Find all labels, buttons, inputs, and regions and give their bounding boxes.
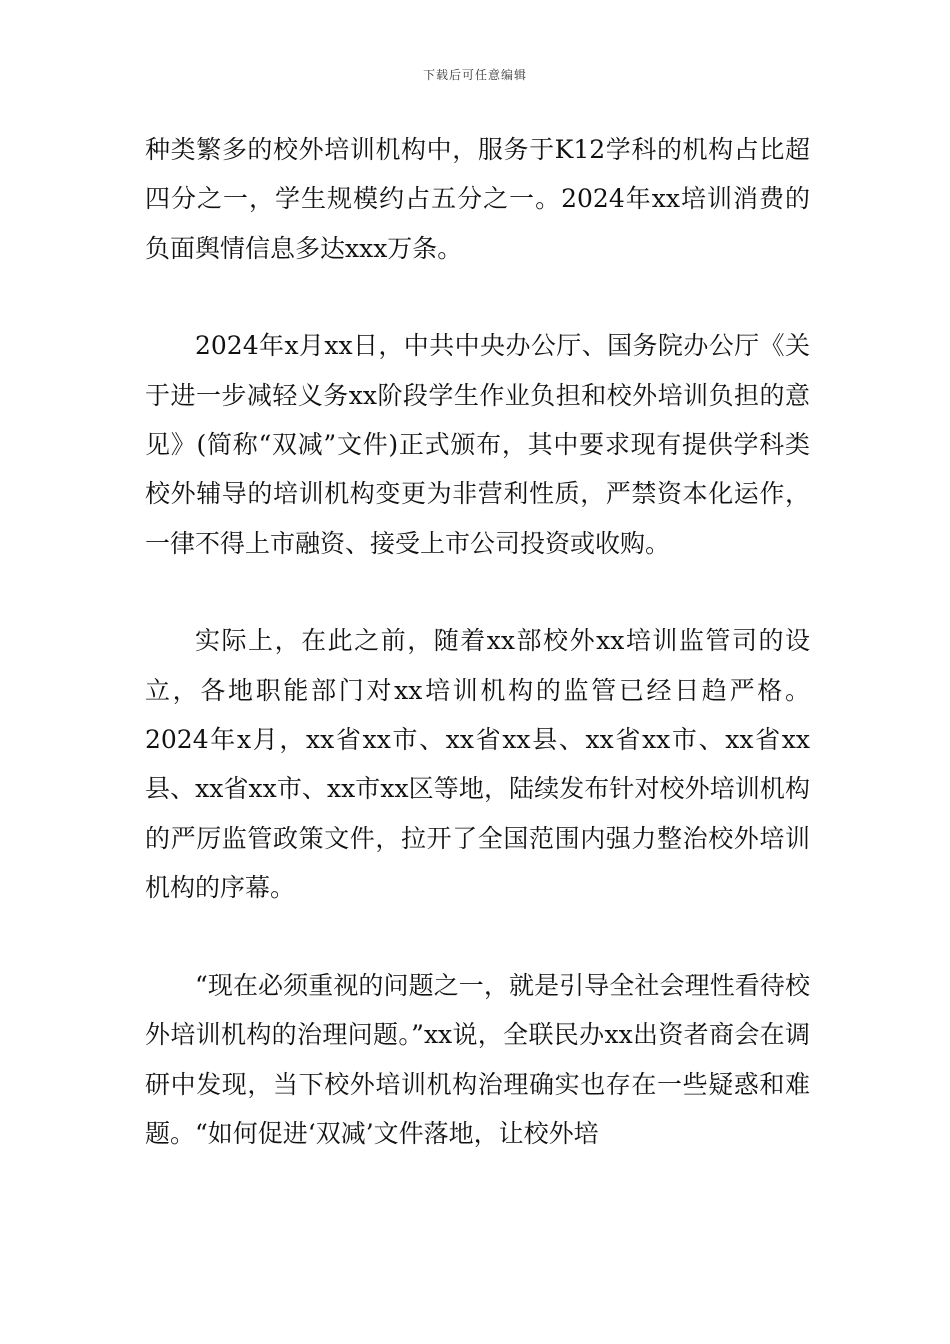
page-header-note: 下载后可任意编辑: [422, 68, 527, 82]
paragraph-4: “现在必须重视的问题之一，就是引导全社会理性看待校外培训机构的治理问题。”xx说，全联民办xx出资者商会在调研中发现，当下校外培训机构治理确实也存在一些疑惑和难题。“如何促进‘双减’文件落地，让校外培: [145, 970, 810, 1148]
document-body: [145, 125, 810, 1158]
paragraph-1: 种类繁多的校外培训机构中，服务于K12学科的机构占比超四分之一，学生规模约占五分之一。2024年xx培训消费的负面舆情信息多达xxx万条。: [145, 135, 810, 263]
paragraph-2: 2024年x月xx日，中共中央办公厅、国务院办公厅《关于进一步减轻义务xx阶段学生作业负担和校外培训负担的意见》(简称“双减”文件)正式颁布，其中要求现有提供学科类校外辅导的培训机构变更为非营利性质，严禁资本化运作，一律不得上市融资、接受上市公司投资或收购。: [145, 331, 810, 558]
paragraph-3: 实际上，在此之前，随着xx部校外xx培训监管司的设立，各地职能部门对xx培训机构的监管已经日趋严格。2024年x月，xx省xx市、xx省xx县、xx省xx市、xx省xx县、xx省xx市、xx市xx区等地，陆续发布针对校外培训机构的严厉监管政策文件，拉开了全国范围内强力整治校外培训机构的序幕。: [145, 626, 810, 903]
